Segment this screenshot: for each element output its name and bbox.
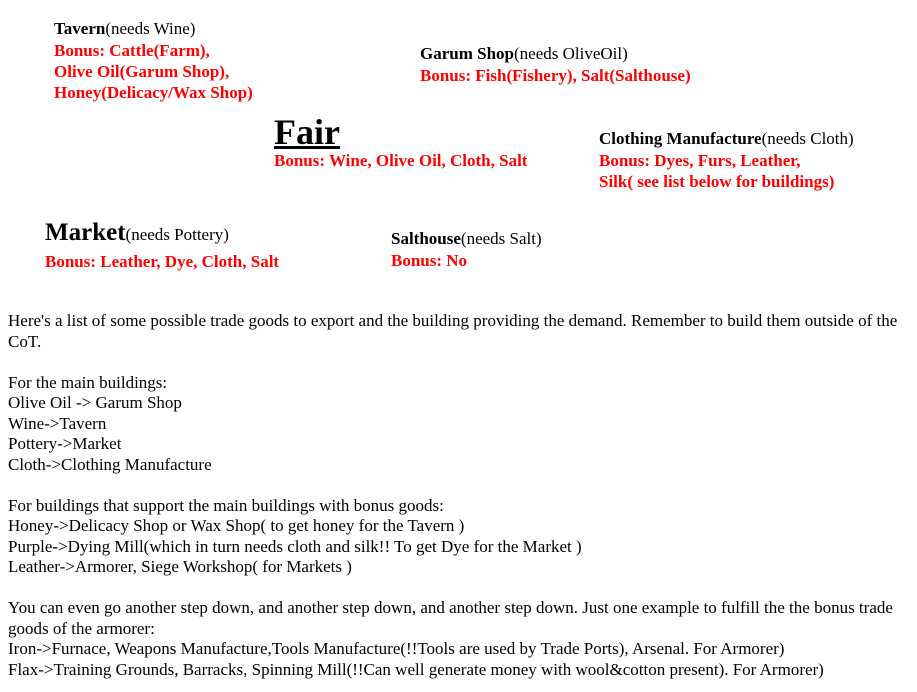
clothing-manufacture-title: Clothing Manufacture bbox=[599, 129, 762, 148]
list-item: Iron->Furnace, Weapons Manufacture,Tools Manufacture(!!Tools are used by Trade Ports), Arsenal. For Armorer) bbox=[8, 639, 785, 658]
list-item: Purple->Dying Mill(which in turn needs cloth and silk!! To get Dye for the Market ) bbox=[8, 536, 582, 556]
list-item: Flax->Training Grounds, Barracks, Spinning Mill(!!Can well generate money with wool&cotton present). For Armorer) bbox=[8, 659, 824, 679]
clothing-manufacture-needs: (needs Cloth) bbox=[761, 129, 854, 148]
main-buildings-heading: For the main buildings: bbox=[8, 372, 168, 392]
garum-shop-title: Garum Shop bbox=[420, 44, 514, 63]
garum-shop-needs: (needs OliveOil) bbox=[514, 44, 628, 63]
list-item: Olive Oil -> Garum Shop bbox=[8, 393, 182, 412]
clothing-manufacture-block bbox=[599, 128, 854, 192]
list-item: Honey->Delicacy Shop or Wax Shop( to get honey for the Tavern ) bbox=[8, 516, 465, 535]
garum-shop-bonus-line: Bonus: Fish(Fishery), Salt(Salthouse) bbox=[420, 66, 691, 85]
list-item: Wine->Tavern bbox=[8, 413, 107, 433]
step-down-paragraph: You can even go another step down, and another step down, and another step down. Just one example to fulfill the the bonus trade goods of the armorer: bbox=[8, 598, 893, 638]
salthouse-title: Salthouse bbox=[391, 229, 461, 248]
tavern-bonus-line: Honey(Delicacy/Wax Shop) bbox=[54, 83, 253, 102]
clothing-manufacture-bonus-line: Silk( see list below for buildings) bbox=[599, 172, 835, 191]
market-needs: (needs Pottery) bbox=[125, 225, 229, 244]
salthouse-block bbox=[391, 228, 542, 271]
list-item: Leather->Armorer, Siege Workshop( for Markets ) bbox=[8, 557, 352, 576]
salthouse-needs: (needs Salt) bbox=[460, 229, 542, 248]
market-bonus-line: Bonus: Leather, Dye, Cloth, Salt bbox=[45, 252, 280, 271]
market-title: Market bbox=[45, 219, 126, 246]
tavern-needs: (needs Wine) bbox=[105, 19, 196, 38]
list-item: Pottery->Market bbox=[8, 434, 122, 453]
fair-block bbox=[274, 114, 527, 171]
tavern-bonus-line: Bonus: Cattle(Farm), bbox=[54, 41, 210, 60]
salthouse-bonus-line: Bonus: No bbox=[391, 251, 468, 270]
clothing-manufacture-bonus-line: Bonus: Dyes, Furs, Leather, bbox=[599, 151, 801, 170]
fair-bonus-line: Bonus: Wine, Olive Oil, Cloth, Salt bbox=[274, 151, 528, 170]
garum-shop-block bbox=[420, 43, 691, 86]
fair-title: Fair bbox=[274, 112, 340, 152]
market-block bbox=[45, 218, 279, 272]
tavern-title: Tavern bbox=[54, 19, 106, 38]
tavern-block bbox=[54, 18, 253, 103]
tavern-bonus-line: Olive Oil(Garum Shop), bbox=[54, 62, 230, 81]
body-text bbox=[8, 311, 913, 680]
intro-paragraph: Here's a list of some possible trade goods to export and the building providing the demand. Remember to build them outside of the CoT. bbox=[8, 311, 898, 351]
list-item: Cloth->Clothing Manufacture bbox=[8, 454, 212, 474]
support-buildings-heading: For buildings that support the main buildings with bonus goods: bbox=[8, 495, 444, 515]
